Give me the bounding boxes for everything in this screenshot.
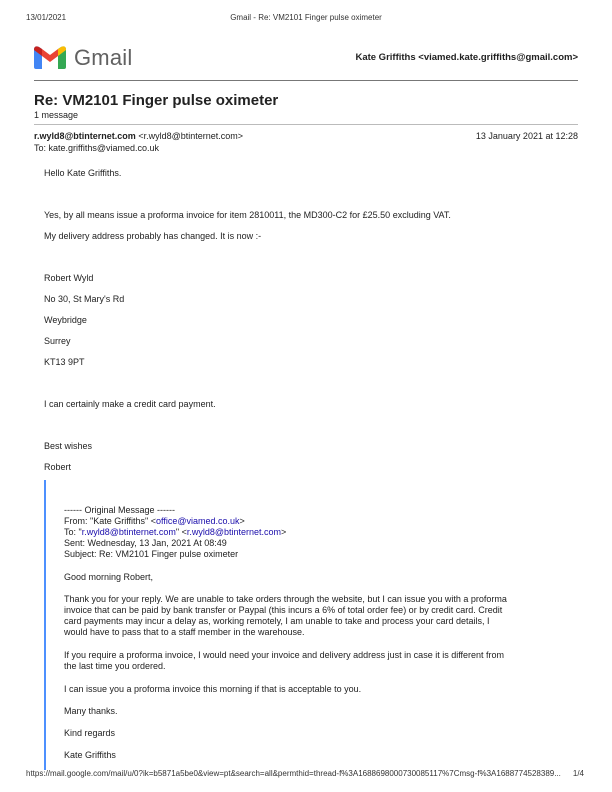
payment-line: I can certainly make a credit card payment. bbox=[44, 399, 216, 409]
quote-para-line: Thank you for your reply. We are unable to take orders through the website, but I can issue you with a proforma bbox=[64, 594, 507, 604]
sender-name: r.wyld8@btinternet.com bbox=[34, 131, 136, 141]
print-title: Gmail - Re: VM2101 Finger pulse oximeter bbox=[230, 13, 382, 22]
quote-from bbox=[64, 516, 245, 527]
page-number: 1/4 bbox=[572, 769, 584, 778]
quote-from-suffix: > bbox=[239, 516, 245, 526]
quote-to bbox=[64, 527, 286, 538]
sender-address: <r.wyld8@btinternet.com> bbox=[138, 131, 243, 141]
quote-to-prefix: To: " bbox=[64, 527, 82, 537]
quote-para-line: card payments may incur a delay as, working remotely, I am unable to take and process your card details, I bbox=[64, 616, 490, 626]
message-count: 1 message bbox=[34, 110, 79, 120]
greeting: Hello Kate Griffiths. bbox=[44, 168, 122, 178]
quote-from-prefix: From: "Kate Griffiths" < bbox=[64, 516, 156, 526]
quote-greeting: Good morning Robert, bbox=[64, 572, 154, 582]
quote-regards: Kind regards bbox=[64, 728, 116, 738]
address-line: Surrey bbox=[44, 336, 71, 346]
thread-divider bbox=[34, 124, 578, 125]
quote-thanks: Many thanks. bbox=[64, 706, 118, 716]
quote-subject: Subject: Re: VM2101 Finger pulse oximeter bbox=[64, 549, 239, 559]
address-line: No 30, St Mary's Rd bbox=[44, 294, 125, 304]
quote-to-mid: " < bbox=[175, 527, 187, 537]
sender bbox=[34, 131, 243, 141]
quote-para-line: invoice that can be paid by bank transfer or Paypal (this incurs a 6% of total order fee) or by credit card. Credit bbox=[64, 605, 503, 615]
address-line: KT13 9PT bbox=[44, 357, 85, 367]
quote-bar bbox=[44, 480, 46, 770]
account-name: Kate Griffiths <viamed.kate.griffiths@gmail.com> bbox=[355, 52, 578, 63]
quote-para-line: the last time you ordered. bbox=[64, 661, 166, 671]
quote-to-suffix: > bbox=[281, 527, 287, 537]
recipient: To: kate.griffiths@viamed.co.uk bbox=[34, 143, 160, 153]
quote-to-name-link[interactable]: r.wyld8@btinternet.com bbox=[81, 527, 176, 537]
message-date: 13 January 2021 at 12:28 bbox=[475, 131, 578, 141]
body-line-1: Yes, by all means issue a proforma invoice for item 2810011, the MD300-C2 for £25.50 excluding VAT. bbox=[44, 210, 451, 220]
print-date: 13/01/2021 bbox=[26, 13, 67, 22]
quote-sent: Sent: Wednesday, 13 Jan, 2021 At 08:49 bbox=[64, 538, 227, 548]
gmail-wordmark: Gmail bbox=[74, 45, 133, 70]
quote-signature: Kate Griffiths bbox=[64, 750, 116, 760]
quote-para-3: I can issue you a proforma invoice this morning if that is acceptable to you. bbox=[64, 684, 362, 694]
quote-para-line: would have to pass that to a staff member in the warehouse. bbox=[64, 627, 305, 637]
header-divider bbox=[34, 80, 578, 81]
quote-from-email-link[interactable]: office@viamed.co.uk bbox=[156, 516, 240, 526]
gmail-logo-icon bbox=[34, 45, 66, 69]
quote-para-line: If you require a proforma invoice, I would need your invoice and delivery address just in case it is different from bbox=[64, 650, 505, 660]
quote-separator: ------ Original Message ------ bbox=[64, 505, 175, 515]
print-footer-url: https://mail.google.com/mail/u/0?ik=b5871a5be0&view=pt&search=all&permthid=thread-f%3A1688698000730085117%7Cmsg-f%3A1688774528389... bbox=[26, 769, 561, 778]
sender-signature: Robert bbox=[44, 462, 72, 472]
thread-subject: Re: VM2101 Finger pulse oximeter bbox=[34, 92, 279, 109]
quote-to-email-link[interactable]: r.wyld8@btinternet.com bbox=[186, 527, 282, 537]
gmail-logo[interactable] bbox=[34, 43, 134, 71]
body-line-2: My delivery address probably has changed. It is now :- bbox=[44, 231, 262, 241]
address-line: Weybridge bbox=[44, 315, 87, 325]
address-line: Robert Wyld bbox=[44, 273, 94, 283]
signoff: Best wishes bbox=[44, 441, 93, 451]
